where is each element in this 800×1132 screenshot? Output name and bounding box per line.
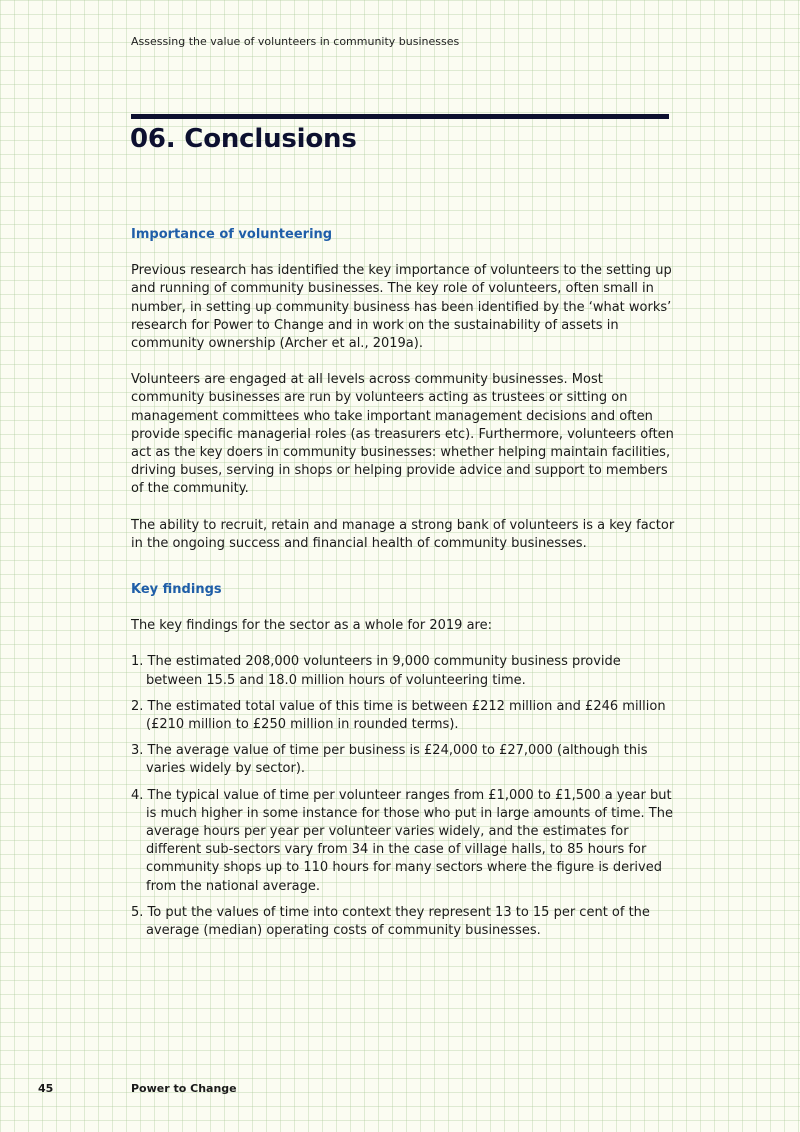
section-spacer <box>131 571 676 581</box>
finding-item: 2. The estimated total value of this time is between £212 million and £246 million (£210 million to £250 million in rounded terms). <box>131 698 666 733</box>
footer-brand: Power to Change <box>131 1082 237 1095</box>
finding-item: 5. To put the values of time into context they represent 13 to 15 per cent of the average (median) operating costs of community businesses. <box>131 904 650 939</box>
section-key-findings <box>131 581 676 940</box>
body-paragraph: Volunteers are engaged at all levels across community businesses. Most community businesses are run by volunteers acting as trustees or sitting on management committees who take important management decisions and often provide specific managerial roles (as treasurers etc). Furthermore, volunteers often act as the key doers in community businesses: whether helping maintain facilities, driving buses, serving in shops or helping provide advice and support to members of the community. <box>131 372 674 497</box>
findings-list <box>131 653 676 940</box>
section-heading: Key findings <box>131 582 222 598</box>
finding-item: 4. The typical value of time per volunteer ranges from £1,000 to £1,500 a year but is much higher in some instance for those who put in large amounts of time. The average hours per year per volunteer varies widely, and the estimates for different sub-sectors vary from 34 in the case of village halls, to 85 hours for community shops up to 110 hours for many sectors where the figure is derived from the national average. <box>131 787 673 894</box>
title-rule <box>131 114 669 119</box>
main-content <box>131 226 676 948</box>
finding-item: 1. The estimated 208,000 volunteers in 9,000 community business provide between 15.5 and 18.0 million hours of volunteering time. <box>131 654 621 688</box>
findings-intro: The key findings for the sector as a whole for 2019 are: <box>131 618 492 634</box>
page-title: 06. Conclusions <box>130 124 357 154</box>
section-heading: Importance of volunteering <box>131 227 333 242</box>
body-paragraph: Previous research has identified the key importance of volunteers to the setting up and running of community businesses. The key role of volunteers, often small in number, in setting up community business has been identified by the ‘what works’ research for Power to Change and in work on the sustainability of assets in community ownership (Archer et al., 2019a). <box>131 263 672 352</box>
body-paragraph: The ability to recruit, retain and manage a strong bank of volunteers is a key factor in the ongoing success and financial health of community businesses. <box>131 517 675 551</box>
page-number: 45 <box>38 1082 54 1095</box>
running-header: Assessing the value of volunteers in community businesses <box>131 35 460 48</box>
section-importance-of-volunteering <box>131 226 676 553</box>
finding-item: 3. The average value of time per business is £24,000 to £27,000 (although this varies widely by sector). <box>131 743 648 777</box>
